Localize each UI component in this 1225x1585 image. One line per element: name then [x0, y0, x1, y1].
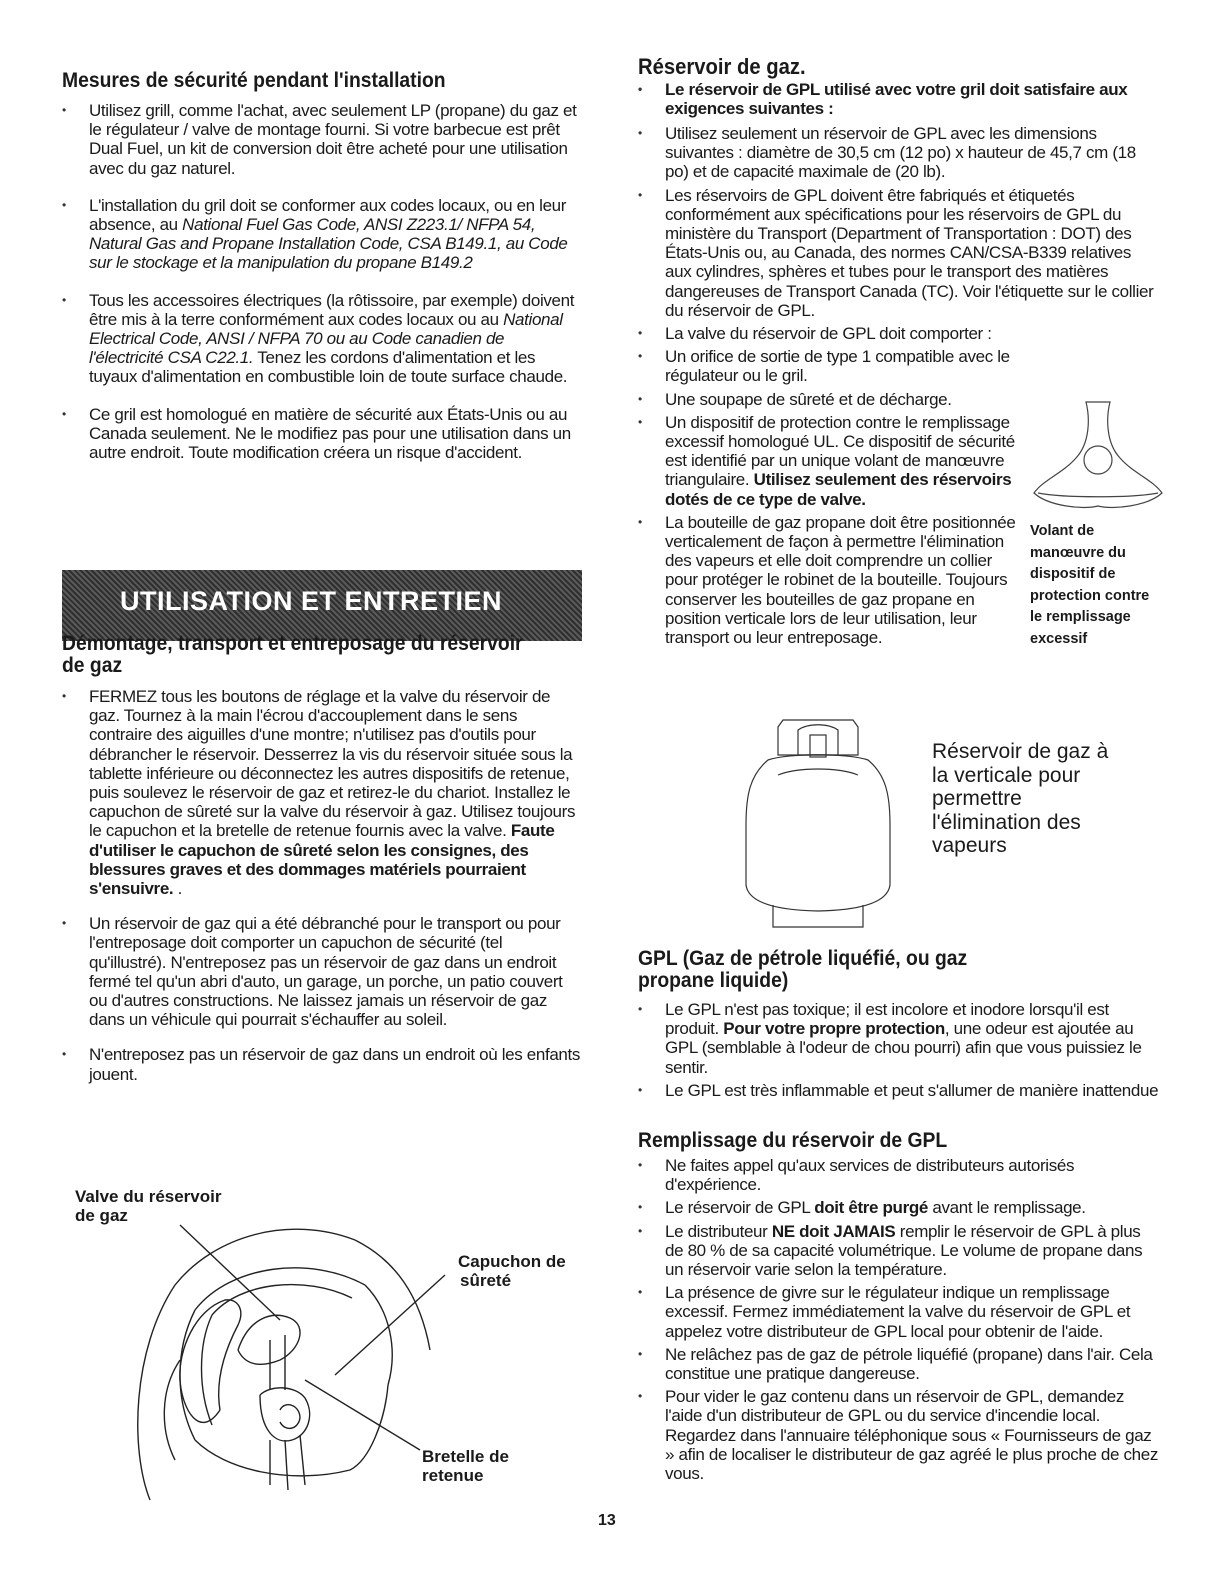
tank-caption-line: vapeurs: [932, 834, 1007, 857]
list-item-bold: Utilisez seulement des réservoirs dotés de ce type de valve.: [665, 470, 1012, 509]
list-item: [638, 1387, 1163, 1483]
list-item: [638, 390, 1025, 409]
list-item-text: Ne relâchez pas de gaz de pétrole liquéfié (propane) dans l'air. Cela constitue une pratique dangereuse.: [665, 1344, 1153, 1384]
fill-list: [638, 1156, 1163, 1487]
page-number: 13: [598, 1512, 616, 1529]
list-item: [62, 101, 582, 178]
tank-valve-illustration: [120, 1200, 460, 1520]
gpl-list: [638, 1000, 1163, 1104]
list-item-text: Les réservoirs de GPL doivent être fabriqués et étiquetés conformément aux spécifications pour les réservoirs de GPL du ministère du Transport (Department of Transportation : DOT) des États-Unis ou, au Canada, des normes CAN/CSA-B339 relatives aux cylindres, sphères et tubes pour le transport des matières dangereuses de Transport Canada (TC). Voir l'étiquette sur le collier du réservoir de GPL.: [665, 185, 1154, 320]
list-item-text: FERMEZ tous les boutons de réglage et la valve du réservoir de gaz. Tournez à la main l'écrou d'accouplement dans le sens contraire des aiguilles d'une montre; n'utilisez pas d'outils pour débrancher le réservoir. Desserrez la vis du réservoir située sous la tablette inférieure ou déconnectez les autres dispositifs de retenue, puis soulevez le réservoir de gaz et retirez-le du chariot. Installez le capuchon de sûreté sur la valve du réservoir à gaz. Utilisez toujours le capuchon et la bretelle de retenue fournis avec la valve.: [89, 687, 576, 841]
handwheel-caption-line: manœuvre du: [1030, 544, 1126, 561]
list-item-text: La bouteille de gaz propane doit être positionnée verticalement de façon à permettre l'élimination des vapeurs et elle doit comprendre un collier pour protéger le robinet de la bouteille. Toujours conserver les bouteilles de gaz propane en position verticale lors de leur utilisation, leur transport ou leur entreposage.: [665, 512, 1016, 648]
list-item-text: Tous les accessoires électriques (la rôtissoire, par exemple) doivent être mis à la terre conformément aux codes locaux ou au: [89, 290, 575, 329]
list-item: [638, 413, 1020, 509]
list-item-bold: NE doit JAMAIS: [771, 1221, 896, 1241]
tank-caption: [932, 740, 1108, 858]
list-item-italic: National Electrical Code, ANSI / NFPA 70 ou au Code canadien de l'électricité CSA C22.1.: [89, 309, 563, 368]
list-item-text-end: , une odeur est ajoutée au GPL (semblable à l'odeur de chou pourri) afin que vous puissiez le sentir.: [665, 1019, 1142, 1077]
list-item-text: La valve du réservoir de GPL doit comporter :: [665, 324, 992, 344]
list-item-text: Le distributeur: [665, 1221, 772, 1241]
list-item-text-end: Tenez les cordons d'alimentation et les tuyaux d'alimentation en combustible loin de toute surface chaude.: [89, 348, 568, 387]
list-item: [638, 1000, 1163, 1077]
safety-cap-caption-line1: Capuchon de: [458, 1252, 566, 1271]
transport-heading-line1: Démontage, transport et entreposage du réservoir: [62, 632, 523, 655]
list-item-text: L'installation du gril doit se conformer aux codes locaux, ou en leur absence, au: [89, 195, 567, 235]
list-item: [638, 1156, 1163, 1194]
list-item-text-end: remplir le réservoir de GPL à plus de 80 % de sa capacité volumétrique. Le volume de propane dans un réservoir varie selon la température.: [665, 1221, 1143, 1280]
list-item-bold: doit être purgé: [814, 1198, 928, 1218]
strap-caption-line1: Bretelle de: [422, 1447, 509, 1466]
list-item-text-end: .: [173, 879, 183, 899]
list-item-bold: Pour votre propre protection: [723, 1019, 945, 1039]
list-item-text-end: avant le remplissage.: [928, 1198, 1086, 1218]
upright-tank-illustration: [738, 715, 900, 935]
list-item: [62, 405, 582, 463]
section-banner: [62, 570, 582, 641]
handwheel-illustration: [1028, 398, 1168, 518]
list-item: [638, 324, 1158, 343]
section-banner-title: UTILISATION ET ENTRETIEN: [120, 586, 502, 616]
list-item: [638, 186, 1158, 320]
list-item-text: Ce gril est homologué en matière de sécurité aux États-Unis ou au Canada seulement. Ne le modifiez pas pour une utilisation dans un autre endroit. Toute modification créera un risque d'accident.: [89, 404, 571, 463]
handwheel-caption-line: Volant de: [1030, 523, 1095, 539]
tank-requirement-text: Le réservoir de GPL utilisé avec votre gril doit satisfaire aux exigences suivantes :: [665, 80, 1128, 119]
tank-caption-line: Réservoir de gaz à: [932, 740, 1109, 763]
list-item-text: Le réservoir de GPL: [665, 1198, 815, 1218]
list-item: [638, 347, 1025, 385]
list-item: [62, 687, 582, 898]
tank-caption-line: permettre: [932, 787, 1022, 810]
safety-cap-caption-line2: sûreté: [460, 1271, 512, 1290]
transport-list: [62, 687, 582, 1093]
gpl-heading-line1: GPL (Gaz de pétrole liquéfié, ou gaz: [638, 947, 968, 970]
safety-heading: Mesures de sécurité pendant l'installation: [62, 69, 446, 92]
list-item: [638, 1345, 1163, 1383]
tank-requirement: [638, 80, 1158, 126]
list-item-italic: National Fuel Gas Code, ANSI Z223.1/ NFPA 54, Natural Gas and Propane Installation Code, CSA B149.1, au Code sur le stockage et la manipulation du propane B149.2: [89, 215, 568, 273]
list-item-text: Un réservoir de gaz qui a été débranché pour le transport ou pour l'entreposage doit comporter un capuchon de sécurité (tel qu'illustré). N'entreposez pas un réservoir de gaz dans un endroit fermé tel qu'un abri d'auto, un garage, un porche, un patio couvert ou d'autres constructions. Ne laissez jamais un réservoir de gaz dans un véhicule qui pourrait s'échauffer au soleil.: [89, 914, 563, 1030]
list-item: [62, 1045, 582, 1083]
safety-list: [62, 101, 582, 471]
strap-caption-line2: retenue: [422, 1466, 484, 1485]
transport-heading: [62, 633, 523, 677]
list-item-text: Un orifice de sortie de type 1 compatible avec le régulateur ou le gril.: [665, 347, 1010, 386]
handwheel-caption: [1030, 521, 1149, 650]
list-item: [638, 1283, 1163, 1341]
tank-heading: Réservoir de gaz.: [638, 54, 806, 79]
list-item: [638, 80, 1158, 118]
handwheel-caption-line: excessif: [1030, 630, 1088, 647]
list-item-bold: Faute d'utiliser le capuchon de sûreté selon les consignes, des blessures graves et des dommages matériels pourraient s'ensuivre.: [89, 821, 555, 899]
list-item: [62, 196, 582, 273]
gpl-heading-line2: propane liquide): [638, 969, 789, 992]
list-item-text: La présence de givre sur le régulateur indique un remplissage excessif. Fermez immédiatement la valve du réservoir de GPL et appelez votre distributeur de GPL local pour obtenir de l'aide.: [665, 1283, 1131, 1341]
list-item-text: Le GPL est très inflammable et peut s'allumer de manière inattendue: [665, 1080, 1159, 1100]
handwheel-caption-line: dispositif de: [1030, 566, 1116, 582]
list-item: [62, 291, 582, 387]
list-item-text: Ne faites appel qu'aux services de distributeurs autorisés d'expérience.: [665, 1156, 1075, 1195]
list-item: [638, 124, 1158, 182]
safety-cap-caption: [458, 1252, 566, 1290]
list-item-text: N'entreposez pas un réservoir de gaz dans un endroit où les enfants jouent.: [89, 1045, 581, 1084]
valve-caption-line1: Valve du réservoir: [75, 1187, 222, 1206]
fill-heading: Remplissage du réservoir de GPL: [638, 1129, 948, 1152]
list-item-text: Un dispositif de protection contre le remplissage excessif homologué UL. Ce dispositif de sécurité est identifié par un unique volant de manœuvre triangulaire.: [665, 412, 1015, 490]
list-item-text: Pour vider le gaz contenu dans un réservoir de GPL, demandez l'aide d'un distributeur de GPL ou du service d'incendie local. Regardez dans l'annuaire téléphonique sous « Fournisseurs de gaz » afin de localiser le distributeur de gaz agréé le plus proche de chez vous.: [665, 1387, 1159, 1484]
list-item: [638, 513, 1020, 647]
list-item-text: Utilisez seulement un réservoir de GPL avec les dimensions suivantes : diamètre de 30,5 cm (12 po) x hauteur de 45,7 cm (18 po) et de capacité maximale de (20 lb).: [665, 124, 1136, 182]
transport-heading-line2: de gaz: [62, 654, 123, 677]
tank-caption-line: la verticale pour: [932, 763, 1081, 787]
list-item-text: Une soupape de sûreté et de décharge.: [665, 389, 952, 409]
list-item: [638, 1081, 1163, 1100]
list-item-text: Utilisez grill, comme l'achat, avec seulement LP (propane) du gaz et le régulateur / valve de montage fourni. Si votre barbecue est prêt Dual Fuel, un kit de conversion doit être acheté pour une utilisation avec du gaz naturel.: [89, 101, 577, 178]
list-item: [62, 914, 582, 1029]
list-item-text: Le GPL n'est pas toxique; il est incolore et inodore lorsqu'il est produit.: [665, 1000, 1109, 1039]
list-item: [638, 1222, 1163, 1280]
tank-caption-line: l'élimination des: [932, 810, 1081, 834]
handwheel-caption-line: le remplissage: [1030, 609, 1131, 625]
valve-caption-line2: de gaz: [75, 1206, 128, 1225]
handwheel-caption-line: protection contre: [1030, 587, 1150, 604]
list-item: [638, 1198, 1163, 1217]
gpl-heading: [638, 948, 967, 992]
